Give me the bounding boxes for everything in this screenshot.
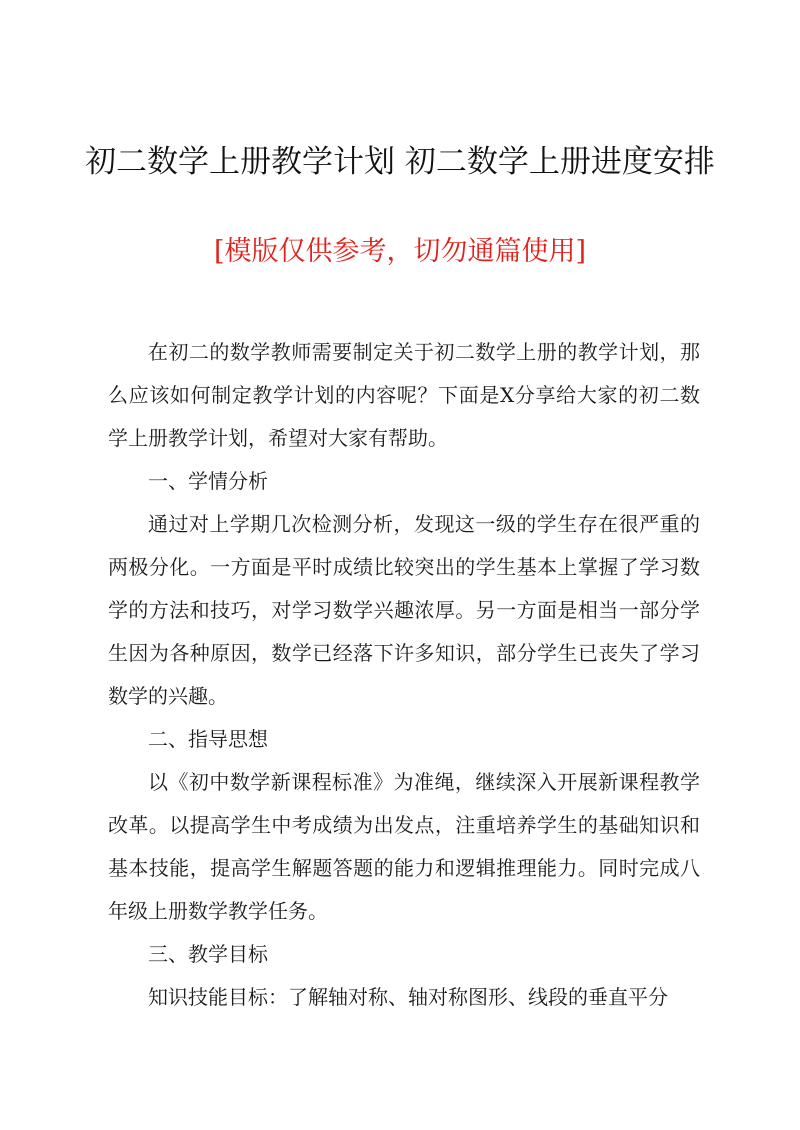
guiding-ideas-paragraph: 以《初中数学新课程标准》为准绳，继续深入开展新课程教学改革。以提高学生中考成绩为出发点，注重培养学生的基础知识和基本技能，提高学生解题答题的能力和逻辑推理能力。同时完成八年级上册数学教学任务。	[108, 770, 700, 923]
section-heading-objectives: 三、教学目标	[148, 942, 268, 966]
analysis-paragraph: 通过对上学期几次检测分析，发现这一级的学生存在很严重的两极分化。一方面是平时成绩比较突出的学生基本上掌握了学习数学的方法和技巧，对学习数学兴趣浓厚。另一方面是相当一部分学生因为各种原因，数学已经落下许多知识，部分学生已丧失了学习数学的兴趣。	[108, 512, 700, 708]
template-notice: [模版仅供参考，切勿通篇使用]	[213, 236, 587, 267]
section-heading-guiding-ideas: 二、指导思想	[148, 727, 268, 751]
section-heading-analysis: 一、学情分析	[148, 469, 268, 493]
document-title: 初二数学上册教学计划 初二数学上册进度安排	[85, 144, 715, 180]
objectives-paragraph: 知识技能目标：了解轴对称、轴对称图形、线段的垂直平分	[148, 985, 668, 1009]
intro-paragraph: 在初二的数学教师需要制定关于初二数学上册的教学计划，那么应该如何制定教学计划的内容呢？下面是X分享给大家的初二数学上册教学计划，希望对大家有帮助。	[108, 340, 700, 450]
document-body	[108, 331, 700, 1019]
